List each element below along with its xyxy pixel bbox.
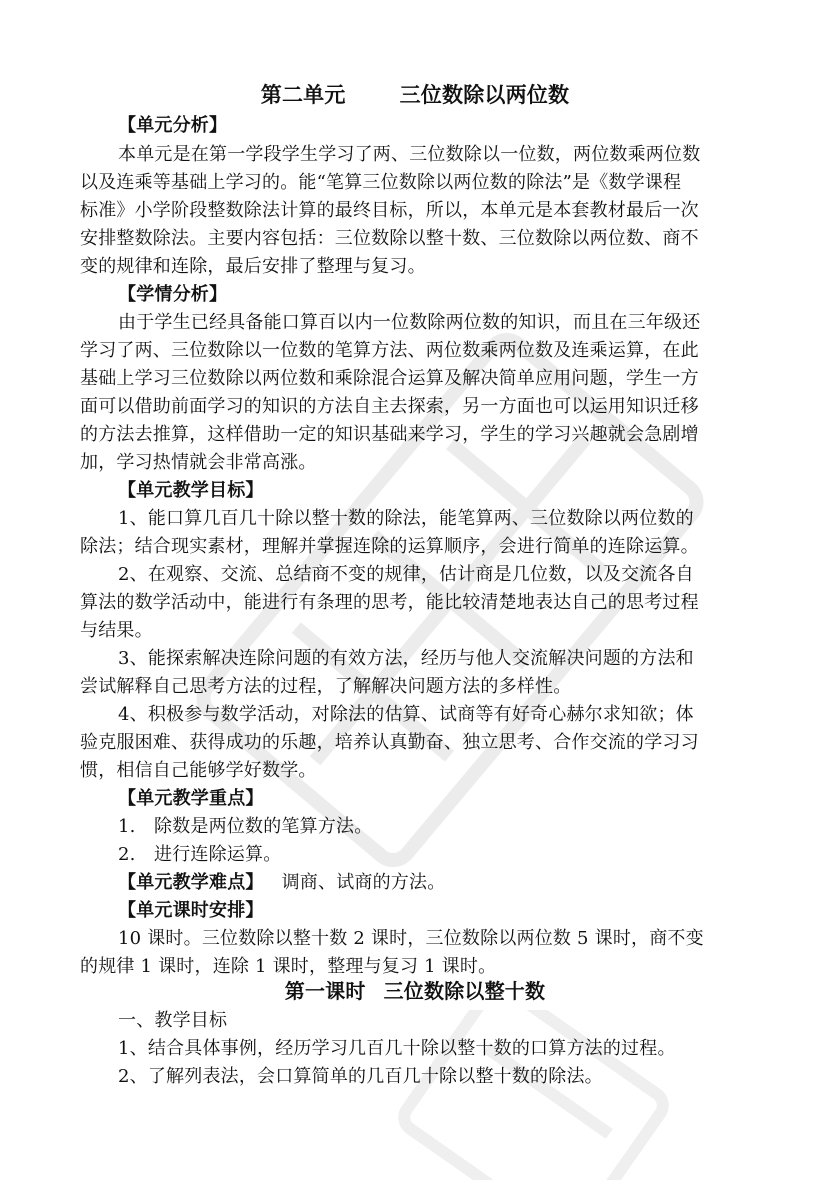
lesson-goal-line: 1、结合具体事例，经历学习几百几十除以整十数的口算方法的过程。 — [118, 1038, 676, 1059]
key-point-item — [118, 816, 750, 838]
learning-analysis-line: 的方法去推算，这样借助一定的知识基础来学习，学生的学习兴趣就会急剧增 — [80, 424, 699, 445]
teaching-goal-line: 4、积极参与数学活动，对除法的估算、试商等有好奇心赫尔求知欲；体 — [118, 704, 694, 725]
learning-analysis-heading: 【学情分析】 — [118, 284, 228, 305]
schedule-heading: 【单元课时安排】 — [118, 900, 264, 921]
key-point-number: 1. — [118, 816, 136, 837]
unit-title — [0, 84, 830, 106]
watermark-corner-icon — [380, 1010, 710, 1180]
lesson-title-topic: 三位数除以整十数 — [383, 979, 546, 1003]
key-point-item — [118, 844, 750, 866]
lesson-title — [0, 980, 830, 1002]
learning-analysis-line: 面可以借助前面学习的知识的方法自主去探索，另一方面也可以运用知识迁移 — [80, 396, 699, 417]
key-points-heading: 【单元教学重点】 — [118, 788, 264, 809]
teaching-goal-line: 与结果。 — [80, 620, 153, 641]
teaching-goal-line: 1、能口算几百几十除以整十数的除法，能笔算两、三位数除以两位数的 — [118, 508, 694, 529]
schedule-line: 10 课时。三位数除以整十数 2 课时，三位数除以两位数 5 课时，商不变 — [118, 928, 704, 949]
teaching-goal-line: 2、在观察、交流、总结商不变的规律，估计商是几位数，以及交流各自 — [118, 564, 694, 585]
key-point-text: 进行连除运算。 — [154, 844, 282, 865]
unit-analysis-line: 安排整数除法。主要内容包括：三位数除以整十数、三位数除以两位数、商不 — [80, 228, 699, 249]
lesson-goals-heading: 一、教学目标 — [118, 1010, 228, 1031]
unit-analysis-line: 变的规律和连除，最后安排了整理与复习。 — [80, 256, 426, 277]
difficulty-text: 调商、试商的方法。 — [281, 872, 446, 893]
unit-title-number: 第二单元 — [260, 82, 346, 107]
teaching-goals-heading: 【单元教学目标】 — [118, 480, 264, 501]
learning-analysis-line: 加，学习热情就会非常高涨。 — [80, 452, 317, 473]
learning-analysis-line: 基础上学习三位数除以两位数和乘除混合运算及解决简单应用问题，学生一方 — [80, 368, 699, 389]
unit-analysis-line: 以及连乘等基础上学习的。能“笔算三位数除以两位数的除法”是《数学课程 — [80, 172, 682, 193]
unit-analysis-line: 本单元是在第一学段学生学习了两、三位数除以一位数，两位数乘两位数 — [118, 144, 701, 165]
teaching-goal-line: 算法的数学活动中，能进行有条理的思考，能比较清楚地表达自己的思考过程 — [80, 592, 699, 613]
lesson-goal-line: 2、了解列表法，会口算简单的几百几十除以整十数的除法。 — [118, 1066, 603, 1087]
key-point-number: 2. — [118, 844, 136, 865]
learning-analysis-line: 学习了两、三位数除以一位数的笔算方法、两位数乘两位数及连乘运算，在此 — [80, 340, 699, 361]
teaching-goal-line: 3、能探索解决连除问题的有效方法，经历与他人交流解决问题的方法和 — [118, 648, 694, 669]
teaching-goal-line: 尝试解释自己思考方法的过程，了解解决问题方法的多样性。 — [80, 676, 572, 697]
learning-analysis-line: 由于学生已经具备能口算百以内一位数除两位数的知识，而且在三年级还 — [118, 312, 701, 333]
teaching-goal-line: 惯，相信自己能够学好数学。 — [80, 760, 317, 781]
unit-title-topic: 三位数除以两位数 — [399, 82, 570, 107]
difficulty-heading: 【单元教学难点】 — [118, 872, 264, 893]
teaching-goal-line: 验克服困难、获得成功的乐趣，培养认真勤奋、独立思考、合作交流的学习习 — [80, 732, 699, 753]
key-point-text: 除数是两位数的笔算方法。 — [154, 816, 373, 837]
teaching-goal-line: 除法；结合现实素材，理解并掌握连除的运算顺序，会进行简单的连除运算。 — [80, 536, 699, 557]
difficulty-row — [118, 872, 750, 894]
lesson-title-number: 第一课时 — [284, 979, 366, 1003]
unit-analysis-line: 标准》小学阶段整数除法计算的最终目标，所以，本单元是本套教材最后一次 — [80, 200, 699, 221]
unit-analysis-heading: 【单元分析】 — [118, 115, 228, 136]
schedule-line: 的规律 1 课时，连除 1 课时，整理与复习 1 课时。 — [80, 956, 497, 977]
